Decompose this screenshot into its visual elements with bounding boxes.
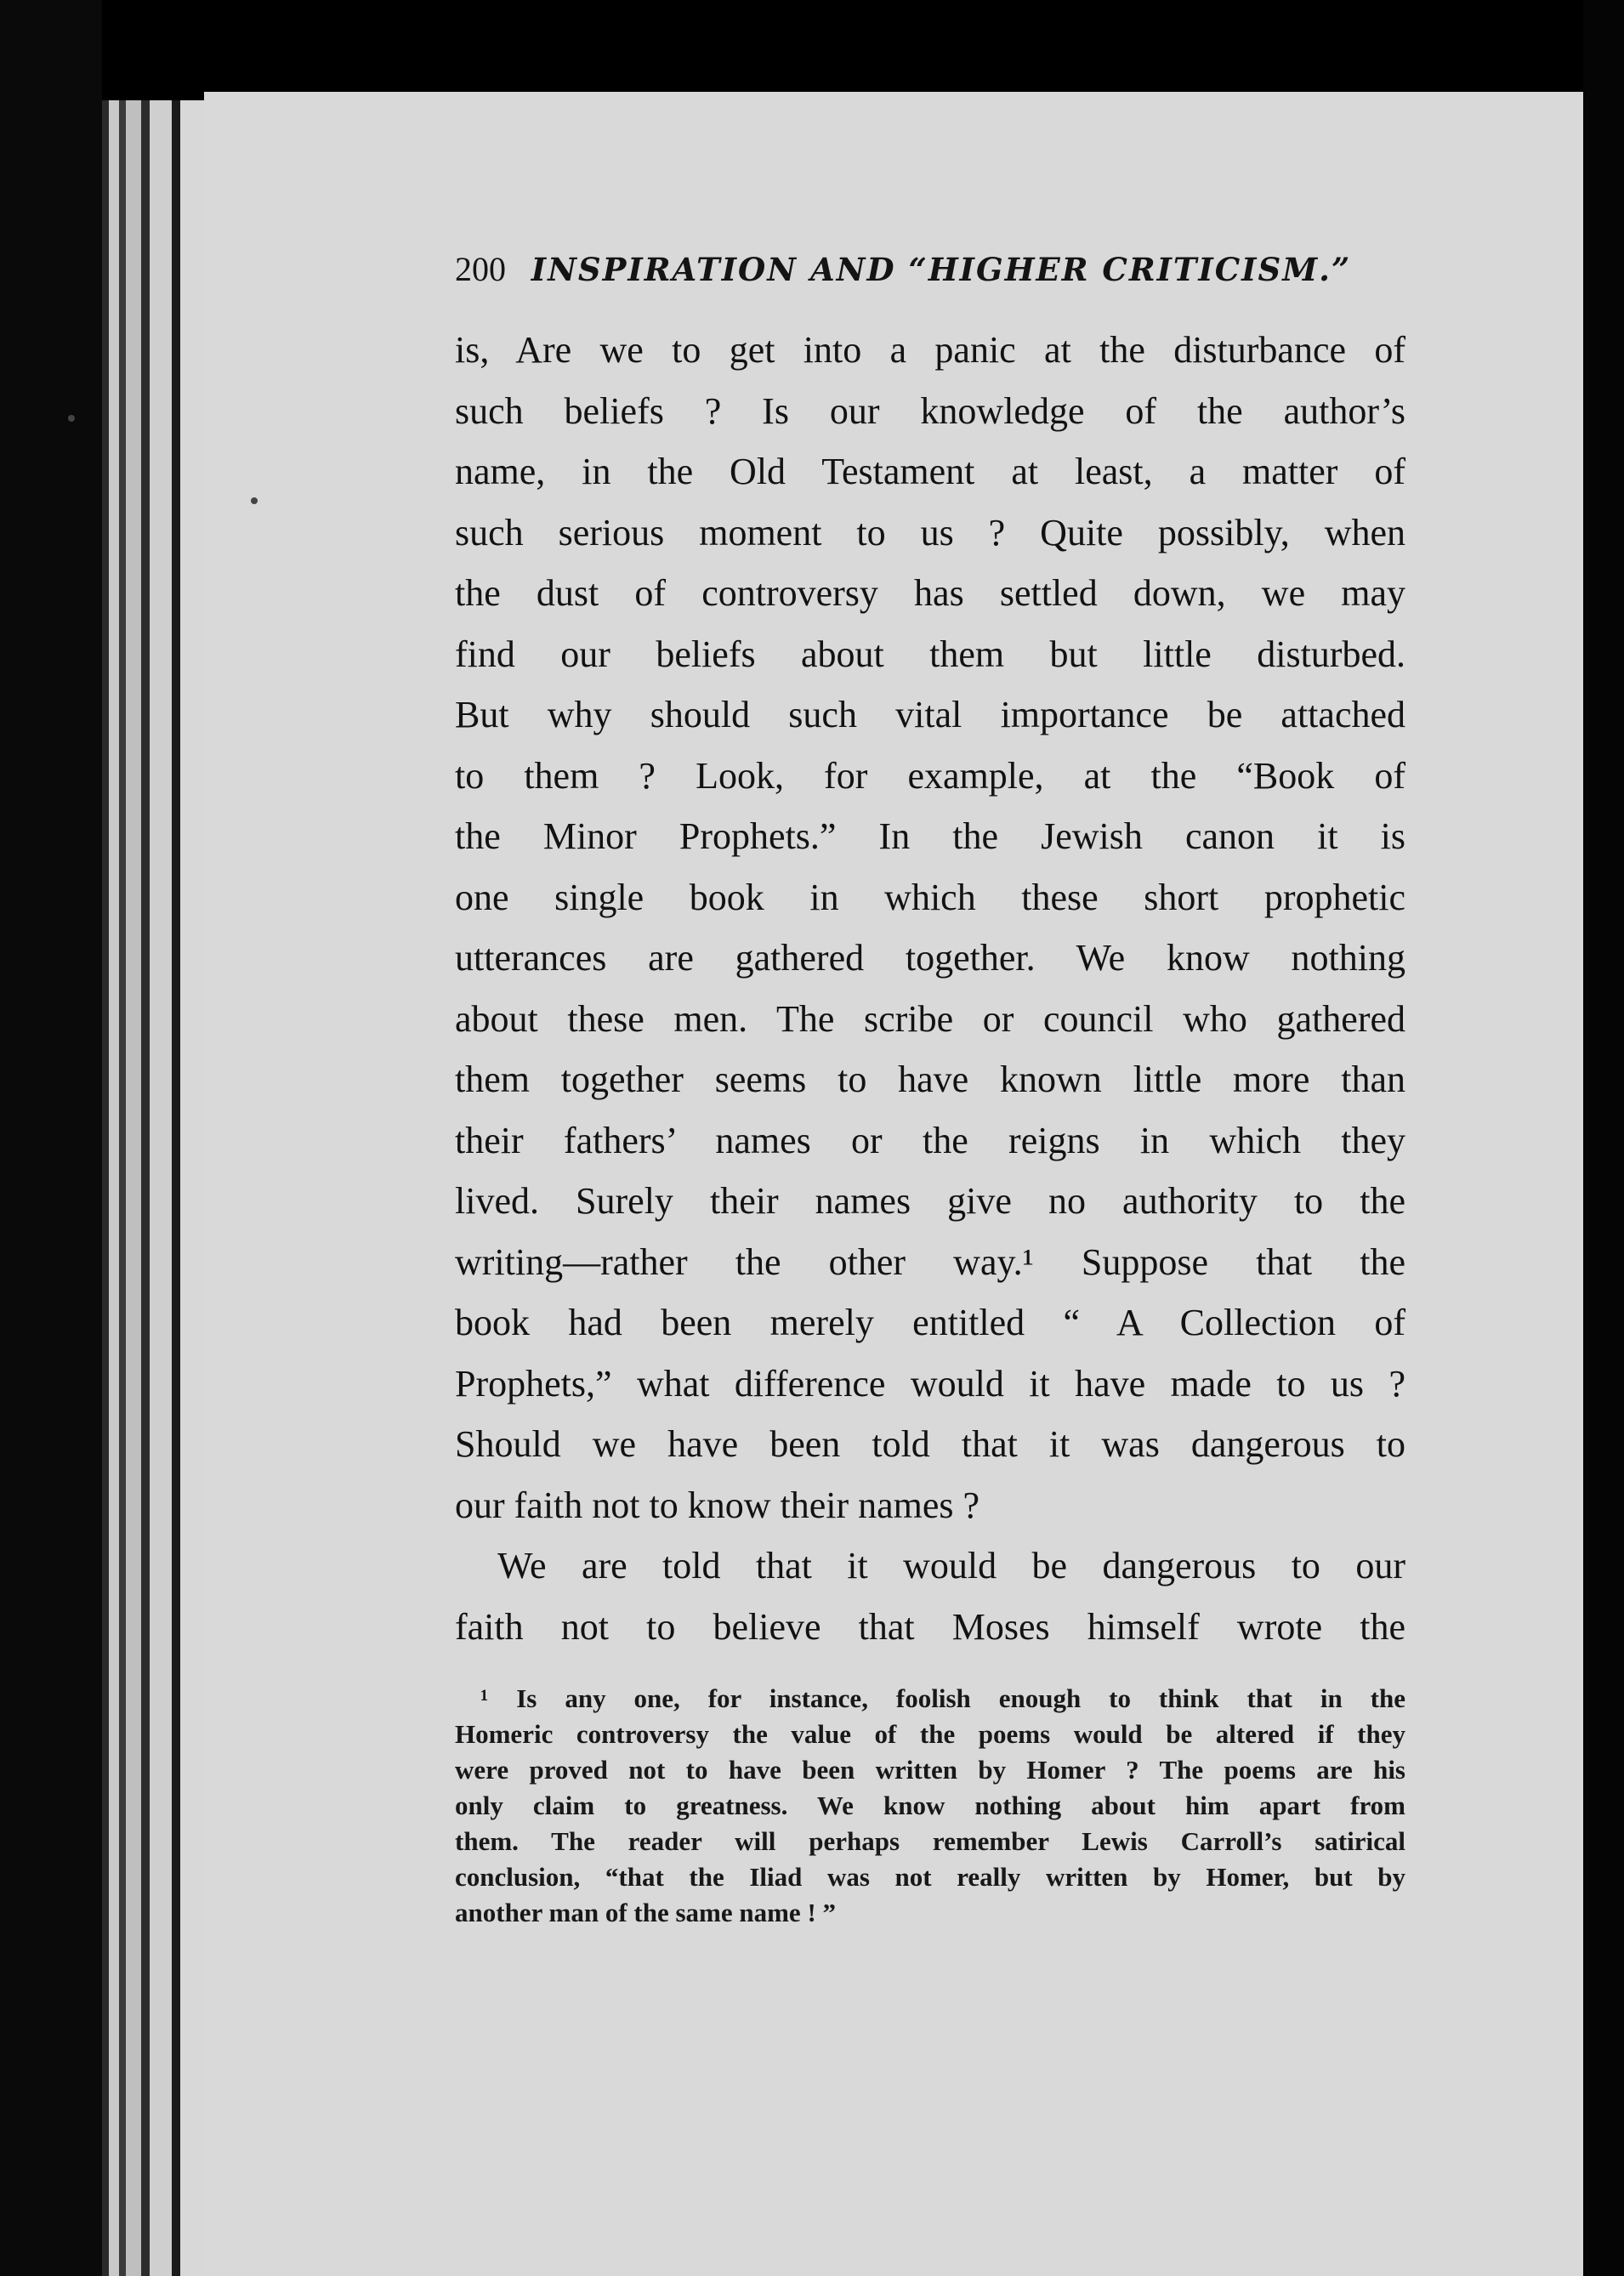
text-line: But why should such vital importance be attached — [455, 694, 1405, 735]
footnote-line: Homeric controversy the value of the poems would be altered if they — [455, 1719, 1405, 1749]
text-line: the dust of controversy has settled down, we may — [455, 572, 1405, 614]
text-line: about these men. The scribe or council who gathered — [455, 997, 1405, 1040]
scan-speck — [68, 415, 75, 422]
text-line: them together seems to have known little more than — [455, 1059, 1405, 1100]
running-head — [455, 249, 1416, 289]
text-line: name, in the Old Testament at least, a matter of — [455, 451, 1405, 492]
footnote-line: were proved not to have been written by Homer ? The poems are his — [455, 1755, 1405, 1785]
footnote-line: only claim to greatness. We know nothing about him apart from — [455, 1791, 1405, 1820]
text-line: writing—rather the other way.¹ Suppose that the — [455, 1240, 1405, 1283]
paragraph-start-line: We are told that it would be dangerous to our — [497, 1545, 1405, 1586]
text-line: their fathers’ names or the reigns in which they — [455, 1119, 1405, 1161]
text-line: the Minor Prophets.” In the Jewish canon it is — [455, 815, 1405, 857]
scan-speck — [251, 497, 258, 504]
footnote-line: them. The reader will perhaps remember Lewis Carroll’s satirical — [455, 1826, 1405, 1856]
body-text — [455, 320, 1405, 1657]
text-line: utterances are gathered together. We know nothing — [455, 937, 1405, 979]
scan-left-border — [0, 0, 102, 2276]
footnote-line: ¹ Is any one, for instance, foolish enough to think that in the — [480, 1683, 1405, 1713]
scan-top-border — [0, 0, 1624, 95]
text-line: book had been merely entitled “ A Collection of — [455, 1302, 1405, 1343]
footnote-line: conclusion, “that the Iliad was not really written by Homer, but by — [455, 1862, 1405, 1892]
text-line: is, Are we to get into a panic at the disturbance of — [455, 329, 1405, 371]
text-line: lived. Surely their names give no authority to the — [455, 1180, 1405, 1222]
text-line: Prophets,” what difference would it have made to us ? — [455, 1362, 1405, 1405]
text-line: to them ? Look, for example, at the “Book of — [455, 754, 1405, 797]
page-number: 200 — [455, 250, 506, 288]
text-line: such serious moment to us ? Quite possibly, when — [455, 511, 1405, 553]
text-line: one single book in which these short prophetic — [455, 876, 1405, 918]
text-line: faith not to believe that Moses himself wrote the — [455, 1605, 1405, 1648]
scan-right-border — [1583, 0, 1624, 2276]
running-title: INSPIRATION AND “HIGHER CRITICISM.” — [531, 251, 1352, 288]
paragraph-end-line: our faith not to know their names ? — [455, 1484, 980, 1526]
text-line: such beliefs ? Is our knowledge of the author’s — [455, 389, 1405, 432]
text-line: find our beliefs about them but little disturbed. — [455, 633, 1405, 675]
footnote — [455, 1681, 1405, 1931]
footnote-line: another man of the same name ! ” — [455, 1898, 837, 1927]
page-gutter — [102, 100, 204, 2276]
text-line: Should we have been told that it was dangerous to — [455, 1423, 1405, 1465]
